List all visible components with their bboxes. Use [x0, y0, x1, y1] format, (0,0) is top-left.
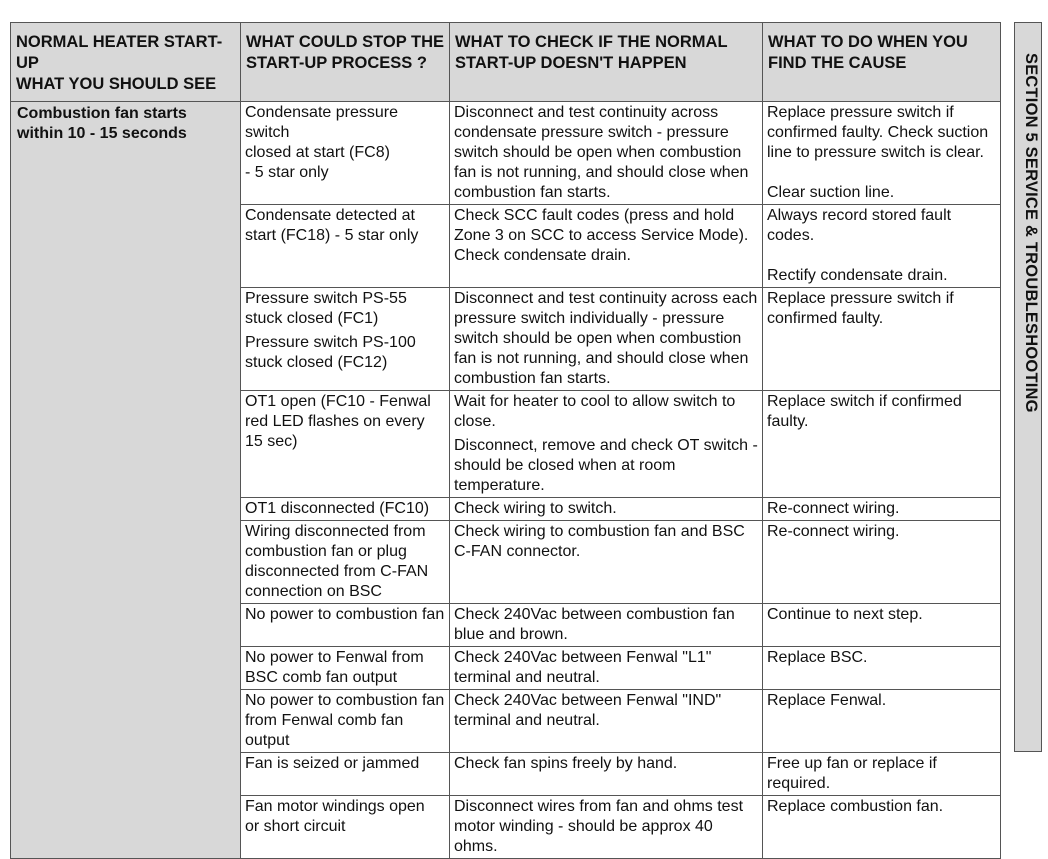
header-row	[11, 23, 1001, 102]
action-cell: Always record stored fault codes. Rectify condensate drain.	[763, 205, 1001, 288]
header-what-to-check: WHAT TO CHECK IF THE NORMAL START-UP DOESN'T HAPPEN	[450, 23, 763, 102]
action-cell: Replace switch if confirmed faulty.	[763, 391, 1001, 498]
check-cell: Disconnect wires from fan and ohms test motor winding - should be approx 40 ohms.	[450, 796, 763, 859]
cause-cell: Condensate detected at start (FC18) - 5 star only	[241, 205, 450, 288]
cause-cell: No power to Fenwal from BSC comb fan output	[241, 647, 450, 690]
check-cell: Check 240Vac between Fenwal "L1" terminal and neutral.	[450, 647, 763, 690]
action-cell: Free up fan or replace if required.	[763, 753, 1001, 796]
check-cell: Disconnect and test continuity across each pressure switch individually - pressure switch should be open when combustion fan is not running, and should close when combustion fan starts.	[450, 288, 763, 391]
check-cell: Check fan spins freely by hand.	[450, 753, 763, 796]
check-cell: Check SCC fault codes (press and hold Zone 3 on SCC to access Service Mode). Check condensate drain.	[450, 205, 763, 288]
check-cell: Check 240Vac between combustion fan blue and brown.	[450, 604, 763, 647]
header-what-you-should-see: NORMAL HEATER START-UP WHAT YOU SHOULD SEE	[11, 23, 241, 102]
cause-cell: OT1 disconnected (FC10)	[241, 498, 450, 521]
action-cell: Replace Fenwal.	[763, 690, 1001, 753]
header-what-to-do: WHAT TO DO WHEN YOU FIND THE CAUSE	[763, 23, 1001, 102]
action-cell: Replace pressure switch if confirmed faulty.	[763, 288, 1001, 391]
cause-cell: Wiring disconnected from combustion fan or plug disconnected from C-FAN connection on BSC	[241, 521, 450, 604]
check-cell: Wait for heater to cool to allow switch to close. Disconnect, remove and check OT switch - should be closed when at room temperature.	[450, 391, 763, 498]
expected-behaviour-cell: Combustion fan starts within 10 - 15 seconds	[11, 102, 241, 859]
action-cell: Replace BSC.	[763, 647, 1001, 690]
check-cell: Check wiring to switch.	[450, 498, 763, 521]
action-cell: Replace combustion fan.	[763, 796, 1001, 859]
action-cell: Re-connect wiring.	[763, 521, 1001, 604]
check-cell: Disconnect and test continuity across condensate pressure switch - pressure switch should be open when combustion fan is not running, and should close when combustion fan starts.	[450, 102, 763, 205]
cause-cell: Pressure switch PS-55 stuck closed (FC1) Pressure switch PS-100 stuck closed (FC12)	[241, 288, 450, 391]
check-cell: Check wiring to combustion fan and BSC C-FAN connector.	[450, 521, 763, 604]
table-row	[11, 102, 1001, 205]
section-title: SECTION 5 SERVICE & TROUBLESHOOTING	[1022, 53, 1040, 413]
cause-cell: OT1 open (FC10 - Fenwal red LED flashes on every 15 sec)	[241, 391, 450, 498]
troubleshooting-table	[10, 22, 1001, 859]
cause-cell: Fan is seized or jammed	[241, 753, 450, 796]
check-cell: Check 240Vac between Fenwal "IND" terminal and neutral.	[450, 690, 763, 753]
cause-cell: Condensate pressure switch closed at start (FC8) - 5 star only	[241, 102, 450, 205]
cause-cell: Fan motor windings open or short circuit	[241, 796, 450, 859]
cause-cell: No power to combustion fan	[241, 604, 450, 647]
action-cell: Re-connect wiring.	[763, 498, 1001, 521]
header-what-could-stop: WHAT COULD STOP THE START-UP PROCESS ?	[241, 23, 450, 102]
action-cell: Continue to next step.	[763, 604, 1001, 647]
cause-cell: No power to combustion fan from Fenwal comb fan output	[241, 690, 450, 753]
action-cell: Replace pressure switch if confirmed faulty. Check suction line to pressure switch is clear. Clear suction line.	[763, 102, 1001, 205]
